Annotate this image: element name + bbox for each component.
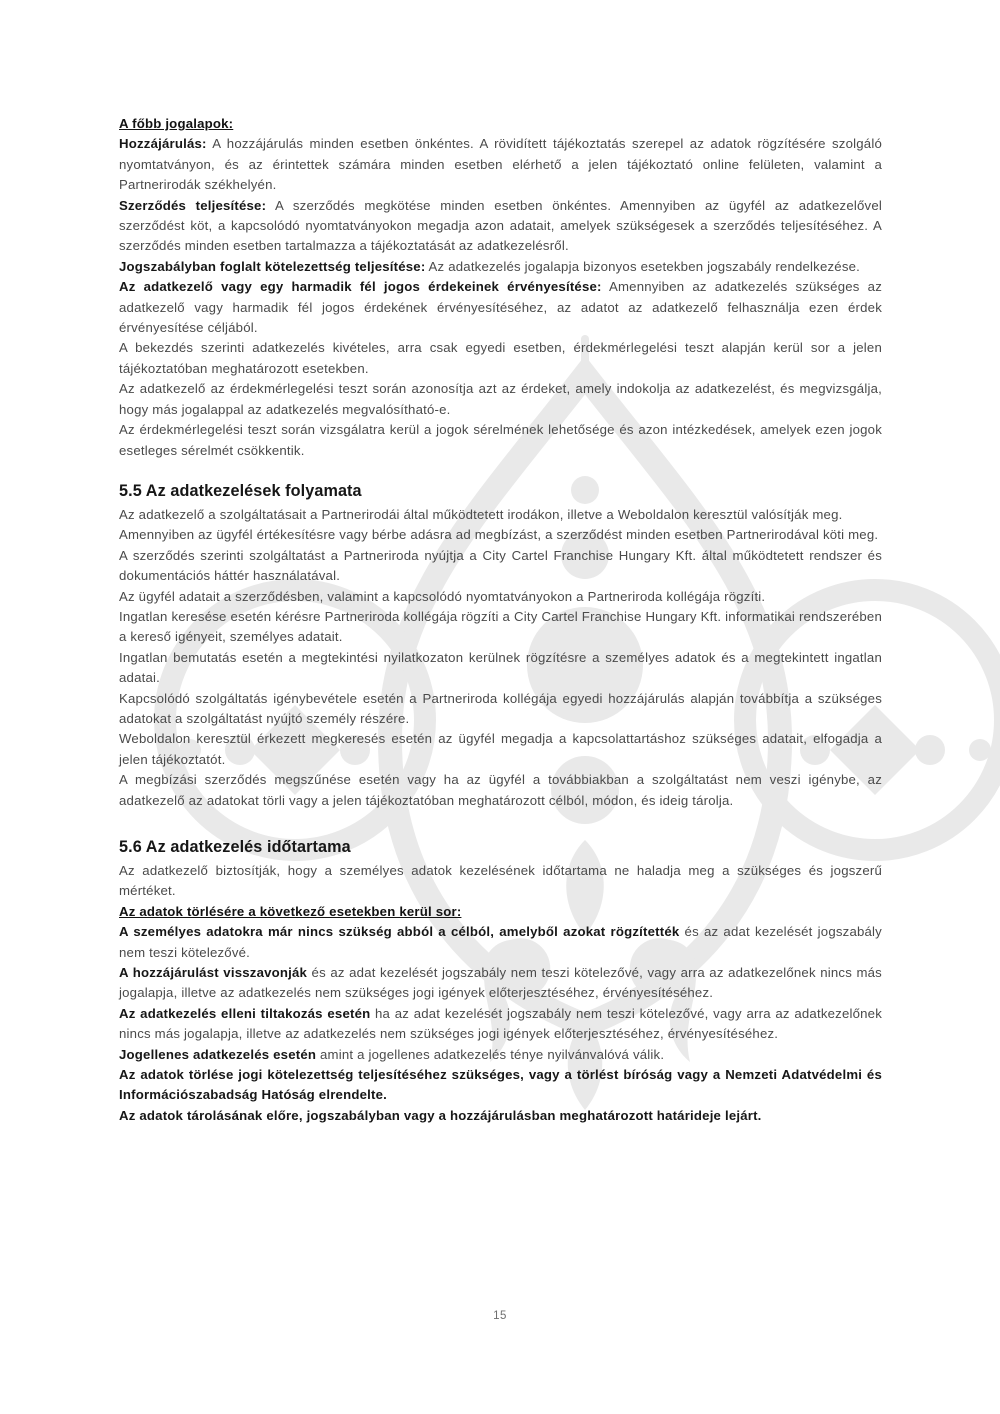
- paragraph-lead: Az adatkezelő vagy egy harmadik fél jogos érdekeinek érvényesítése:: [119, 279, 602, 295]
- paragraph: Az adatkezelő biztosítják, hogy a személyes adatok kezelésének időtartama ne haladja meg a szükséges és jogszerű mértéket.: [119, 863, 882, 899]
- underlined-label: A főbb jogalapok:: [119, 116, 234, 131]
- paragraph: Az ügyfél adatait a szerződésben, valamint a kapcsolódó nyomtatványokon a Partneriroda kollégája rögzíti.: [119, 588, 766, 604]
- paragraph-lead: Szerződés teljesítése:: [119, 197, 267, 213]
- section-heading: 5.6 Az adatkezelés időtartama: [119, 838, 351, 856]
- paragraph: [119, 963, 882, 1004]
- paragraph: Az érdekmérlegelési teszt során vizsgálatra kerül a jogok sérelmének lehetősége és azon intézkedések, amelyek ezen jogok esetleges sérelmét csökkentik.: [119, 422, 882, 458]
- paragraph: A szerződés szerinti szolgáltatást a Partneriroda nyújtja a City Cartel Franchise Hungary Kft. által működtetett rendszer és dokumentációs háttér használatával.: [119, 547, 882, 584]
- paragraph: Az adatok tárolásának előre, jogszabályban vagy a hozzájárulásban meghatározott határideje lejárt.: [119, 1107, 762, 1123]
- paragraph: Ingatlan keresése esetén kérésre Partneriroda kollégája rögzíti a City Cartel Franchise Hungary Kft. informatikai rendszerében a kereső igényeit, személyes adatait.: [119, 608, 882, 645]
- paragraph: Ingatlan bemutatás esetén a megtekintési nyilatkozaton kerülnek rögzítésre a személyes adatok és a megtekintett ingatlan adatai.: [119, 649, 882, 686]
- paragraph-text: A szerződés megkötése minden esetben önkéntes. Amennyiben az ügyfél az adatkezelővel szerződést köt, a kapcsolódó nyomtatványokon megadja azon adatait, amelyek szükségesek a szerződés teljesítéséhez. A szerződés minden esetben tartalmazza a tájékoztatását az adatkezelésről.: [119, 197, 882, 254]
- paragraph: A bekezdés szerinti adatkezelés kivételes, arra csak egyedi esetben, érdekmérlegelési teszt alapján kerül sor a jelen tájékoztatóban meghatározott esetekben.: [119, 340, 882, 376]
- paragraph: Kapcsolódó szolgáltatás igénybevétele esetén a Partneriroda kollégája egyedi hozzájárulás alapján továbbítja a szükséges adatokat a szolgáltatást nyújtó személy részére.: [119, 690, 882, 726]
- paragraph: [119, 134, 882, 195]
- document-body: [119, 114, 882, 1126]
- underlined-label: Az adatok törlésére a következő esetekben kerül sor:: [119, 903, 462, 919]
- paragraph-lead: Jogszabályban foglalt kötelezettség teljesítése:: [119, 258, 426, 274]
- paragraph-lead: Hozzájárulás:: [119, 136, 207, 152]
- paragraph: A megbízási szerződés megszűnése esetén vagy ha az ügyfél a továbbiakban a szolgáltatást nem veszi igénybe, az adatkezelő az adatokat törli vagy a jelen tájékoztatóban meghatározott célból, módon, és ideig tárolja.: [119, 772, 882, 808]
- paragraph-text: ha az adat kezelését jogszabály nem teszi kötelezővé, vagy arra az adatkezelőnek nincs más jogalapja, illetve az adatkezelés nem szükséges jogi igények előterjesztéséhez, érvényesítéséhez.: [119, 1005, 882, 1042]
- paragraph: [119, 196, 882, 257]
- paragraph-text: A hozzájárulás minden esetben önkéntes. A rövidített tájékoztatás szerepel az adatok rögzítésére szolgáló nyomtatványon, és az érintettek számára minden esetben elérhető a jelen tájékoztató online felületen, valamint a Partnerirodák székhelyén.: [119, 136, 882, 193]
- section-heading: 5.5 Az adatkezelések folyamata: [119, 481, 362, 500]
- paragraph-lead: Az adatkezelés elleni tiltakozás esetén: [119, 1005, 371, 1021]
- paragraph-text: és az adat kezelését jogszabály nem teszi kötelezővé.: [119, 924, 882, 960]
- paragraph: [119, 1045, 882, 1065]
- paragraph-text: és az adat kezelését jogszabály nem teszi kötelezővé, vagy arra az adatkezelőnek nincs más jogalapja, illetve az adatkezelés nem szükséges jogi igények előterjesztéséhez, érvényesítéséhez.: [119, 965, 882, 1001]
- paragraph: Weboldalon keresztül érkezett megkeresés esetén az ügyfél megadja a kapcsolattartáshoz szükséges adatait, elfogadja a jelen tájékoztatót.: [119, 731, 882, 767]
- paragraph: [119, 277, 882, 338]
- page-number: 15: [493, 1310, 507, 1322]
- paragraph-text: Az adatkezelés jogalapja bizonyos esetekben jogszabály rendelkezése.: [425, 258, 861, 274]
- paragraph: [119, 257, 882, 277]
- paragraph-text: Amennyiben az adatkezelés szükséges az adatkezelő vagy harmadik fél jogos érdekének érvényesítéséhez, az adatot az adatkezelő felhasználja ezen érdek érvényesítése céljából.: [119, 279, 882, 336]
- paragraph: Az adatok törlése jogi kötelezettség teljesítéséhez szükséges, vagy a törlést bíróság vagy a Nemzeti Adatvédelmi és Információszabadság Hatóság elrendelte.: [119, 1067, 882, 1103]
- paragraph-lead: A hozzájárulást visszavonják: [119, 965, 308, 981]
- paragraph: [119, 1004, 882, 1045]
- paragraph: Amennyiben az ügyfél értékesítésre vagy bérbe adásra ad megbízást, a szerződést minden esetben Partnerirodával köti meg.: [119, 527, 879, 543]
- paragraph: Az adatkezelő a szolgáltatásait a Partnerirodái által működtetett irodákon, illetve a Weboldalon keresztül valósítják meg.: [119, 506, 843, 522]
- paragraph-lead: A személyes adatokra már nincs szükség abból a célból, amelyből azokat rögzítették: [119, 924, 680, 940]
- paragraph-lead: Jogellenes adatkezelés esetén: [119, 1046, 317, 1062]
- paragraph: Az adatkezelő az érdekmérlegelési teszt során azonosítja azt az érdeket, amely indokolja az adatkezelést, és megvizsgálja, hogy más jogalappal az adatkezelés megvalósítható-e.: [119, 381, 882, 417]
- paragraph: [119, 922, 882, 963]
- paragraph-text: amint a jogellenes adatkezelés ténye nyilvánvalóvá válik.: [316, 1046, 665, 1062]
